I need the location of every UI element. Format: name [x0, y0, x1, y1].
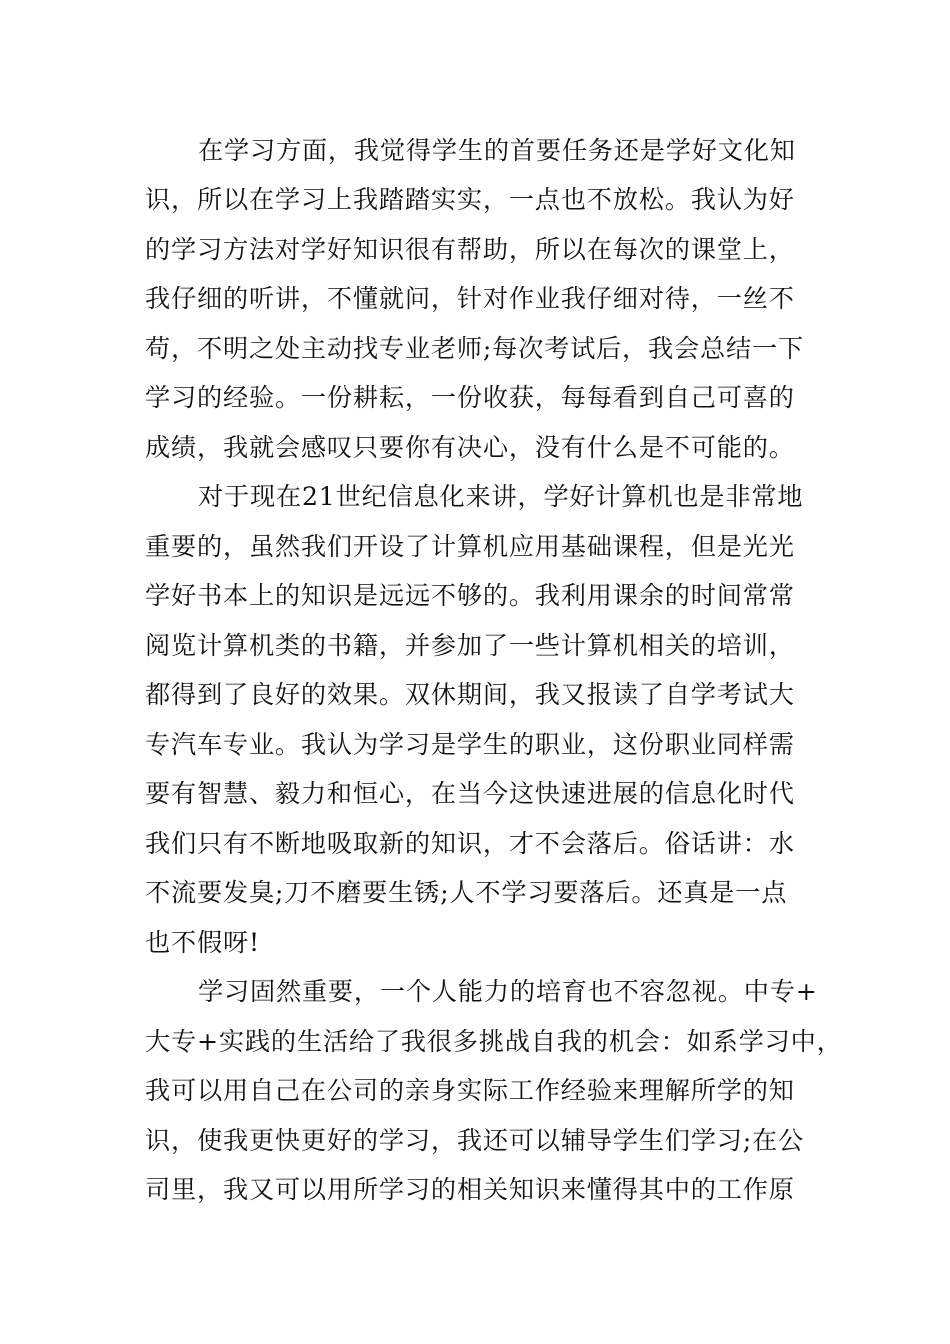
paragraph-2-line-7: 要有智慧、毅力和恒心，在当今这快速进展的信息化时代 — [145, 779, 795, 808]
paragraph-1-line-6: 学习的经验。一份耕耘，一份收获，每每看到自己可喜的 — [145, 383, 795, 412]
paragraph-2-line-9: 不流要发臭;刀不磨要生锈;人不学习要落后。还真是一点 — [145, 878, 788, 907]
paragraph-1-line-5: 苟，不明之处主动找专业老师;每次考试后，我会总结一下 — [145, 334, 804, 363]
paragraph-2-line-4: 阅览计算机类的书籍，并参加了一些计算机相关的培训， — [145, 631, 795, 660]
paragraph-2-line-8: 我们只有不断地吸取新的知识，才不会落后。俗话讲：水 — [145, 829, 795, 858]
paragraph-3-line-5: 司里，我又可以用所学习的相关知识来懂得其中的工作原 — [145, 1175, 795, 1204]
paragraph-1-line-4: 我仔细的听讲，不懂就问，针对作业我仔细对待，一丝不 — [145, 284, 795, 313]
paragraph-2-line-2: 重要的，虽然我们开设了计算机应用基础课程，但是光光 — [145, 532, 795, 561]
paragraph-3-line-2: 大专+实践的生活给了我很多挑战自我的机会：如系学习中， — [145, 1027, 843, 1056]
paragraph-1-line-3: 的学习方法对学好知识很有帮助，所以在每次的课堂上， — [145, 235, 795, 264]
paragraph-3-line-1: 学习固然重要，一个人能力的培育也不容忽视。中专+ — [198, 977, 818, 1006]
paragraph-1-line-1: 在学习方面，我觉得学生的首要任务还是学好文化知 — [198, 136, 796, 165]
paragraph-2-line-6: 专汽车专业。我认为学习是学生的职业，这份职业同样需 — [145, 730, 795, 759]
paragraph-1-line-2: 识，所以在学习上我踏踏实实，一点也不放松。我认为好 — [145, 185, 795, 214]
paragraph-3-line-3: 我可以用自己在公司的亲身实际工作经验来理解所学的知 — [145, 1076, 795, 1105]
paragraph-2-line-1: 对于现在21世纪信息化来讲，学好计算机也是非常地 — [198, 482, 804, 511]
paragraph-1-line-7: 成绩，我就会感叹只要你有决心，没有什么是不可能的。 — [145, 433, 795, 462]
paragraph-2-line-5: 都得到了良好的效果。双休期间，我又报读了自学考试大 — [145, 680, 795, 709]
paragraph-3-line-4: 识，使我更快更好的学习，我还可以辅导学生们学习;在公 — [145, 1126, 804, 1155]
paragraph-2-line-10: 也不假呀! — [145, 928, 260, 957]
paragraph-2-line-3: 学好书本上的知识是远远不够的。我利用课余的时间常常 — [145, 581, 795, 610]
